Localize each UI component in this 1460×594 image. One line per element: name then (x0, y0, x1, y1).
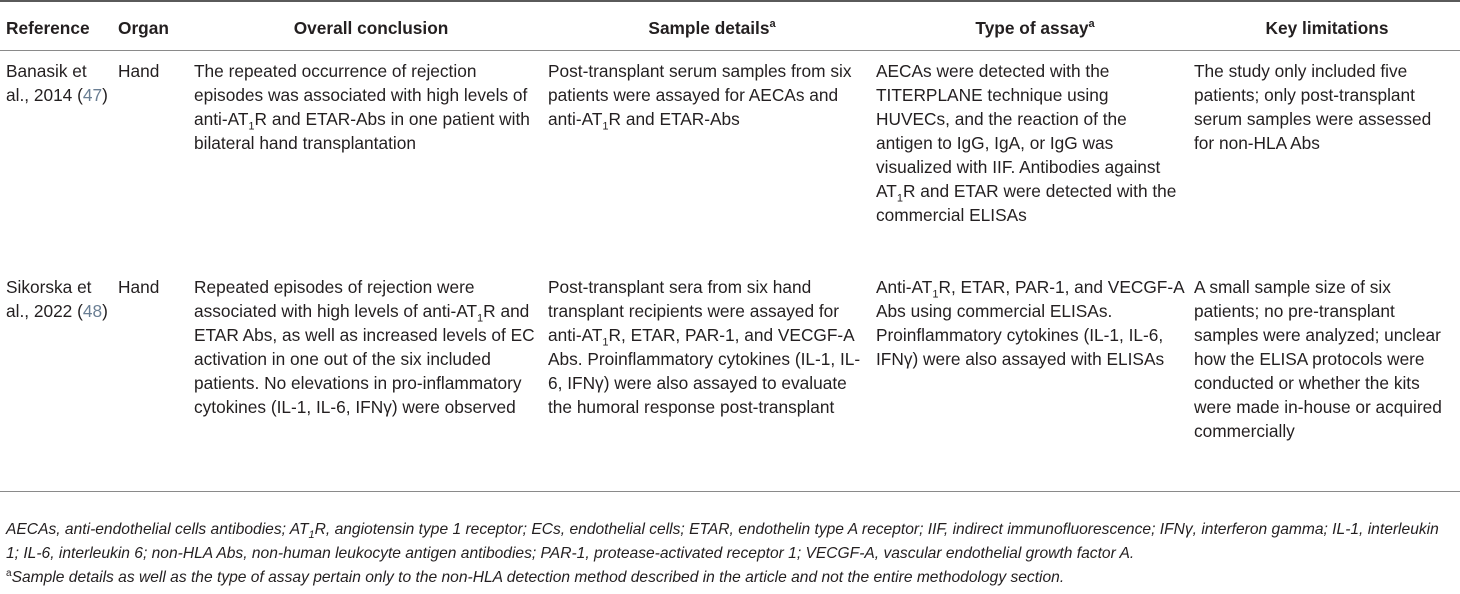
conclusion-text: R and ETAR Abs, as well as increased levels of EC activation in one out of the six included patients. No elevations in pro-inflammatory cytokines (IL-1, IL-6, IFNγ) were observed (194, 301, 535, 417)
header-type-of-assay (876, 1, 1194, 51)
table-footnotes (6, 518, 1454, 590)
cell-reference: Sikorska et al., 2022 (48) (0, 267, 118, 492)
reference-link[interactable]: 48 (82, 301, 103, 321)
header-sample-details-sup: a (769, 18, 776, 31)
abbrev-text: AECAs, anti-endothelial cells antibodies; AT (6, 521, 309, 538)
cell-sample-details (548, 51, 876, 268)
assay-text: R and ETAR were detected with the commercial ELISAs (876, 181, 1177, 225)
table-row (0, 267, 1460, 492)
assay-text: AECAs were detected with the TITERPLANE technique using HUVECs, and the reaction of the antigen to IgG, IgA, or IgG was visualized with IIF. Antibodies against AT (876, 61, 1161, 201)
subscript: 1 (602, 336, 609, 349)
cell-organ: Hand (118, 267, 194, 492)
subscript: 1 (602, 120, 609, 133)
cell-conclusion (194, 51, 548, 268)
header-key-limitations: Key limitations (1194, 1, 1460, 51)
reference-text: Sikorska et al., 2022 (6, 277, 92, 321)
note-text: Sample details as well as the type of assay pertain only to the non-HLA detection method described in the article and not the entire methodology section. (11, 569, 1065, 586)
conclusion-text: R and ETAR-Abs in one patient with bilateral hand transplantation (194, 109, 530, 153)
header-organ: Organ (118, 1, 194, 51)
cell-assay (876, 51, 1194, 268)
header-sample-details-label: Sample details (648, 18, 770, 38)
table-body (0, 51, 1460, 492)
cell-organ: Hand (118, 61, 160, 81)
sample-text: R and ETAR-Abs (608, 109, 740, 129)
cell-sample-details (548, 267, 876, 492)
cell-assay (876, 267, 1194, 492)
cell-limitations: A small sample size of six patients; no pre-transplant samples were analyzed; unclear how the ELISA protocols were conducted or whether the kits were made in-house or acquired commercially (1194, 267, 1460, 492)
subscript: 1 (896, 192, 903, 205)
subscript: 1 (477, 312, 484, 325)
footnote-marker: a (6, 567, 12, 579)
assay-text: Anti-AT (876, 277, 933, 297)
cell-limitations: The study only included five patients; only post-transplant serum samples were assessed for non-HLA Abs (1194, 61, 1432, 153)
subscript: 1 (932, 288, 939, 301)
table-row (0, 51, 1460, 268)
reference-link[interactable]: 47 (82, 85, 103, 105)
subscript: 1 (308, 529, 315, 542)
table-header (0, 1, 1460, 51)
sample-text: Post-transplant serum samples from six patients were assayed for AECAs and anti-AT (548, 61, 852, 129)
header-reference: Reference (0, 1, 118, 51)
abbrev-text: R, angiotensin type 1 receptor; ECs, endothelial cells; ETAR, endothelin type A receptor; IIF, indirect immunofluorescence; IFNγ, interferon gamma; IL-1, interleukin 1; IL-6, interleukin 6; non-HLA Abs, non-human leukocyte antigen antibodies; PAR-1, protease-activated receptor 1; VECGF-A, vascular endothelial growth factor A. (6, 521, 1439, 562)
cell-conclusion (194, 267, 548, 492)
reference-text: Banasik et al., 2014 (6, 61, 87, 105)
conclusion-text: The repeated occurrence of rejection episodes was associated with high levels of anti-AT (194, 61, 528, 129)
header-row (0, 1, 1460, 51)
header-type-of-assay-label: Type of assay (975, 18, 1089, 38)
header-overall-conclusion: Overall conclusion (194, 1, 548, 51)
conclusion-text: Repeated episodes of rejection were associated with high levels of anti-AT (194, 277, 478, 321)
header-sample-details (548, 1, 876, 51)
sample-text: R, ETAR, PAR-1, and VECGF-A Abs. Proinflammatory cytokines (IL-1, IL-6, IFNγ) were also assayed to evaluate the humoral response post-transplant (548, 325, 861, 417)
assay-text: R, ETAR, PAR-1, and VECGF-A Abs using commercial ELISAs. Proinflammatory cytokines (IL-1, IL-6, IFNγ) were also assayed with ELISAs (876, 277, 1184, 369)
header-type-of-assay-sup: a (1088, 18, 1095, 31)
abbreviations-footnote (6, 518, 1454, 566)
sample-text: Post-transplant sera from six hand transplant recipients were assayed for anti-AT (548, 277, 840, 345)
note-footnote (6, 566, 1454, 590)
cell-reference: Banasik et al., 2014 (47) (6, 61, 108, 105)
subscript: 1 (248, 120, 255, 133)
